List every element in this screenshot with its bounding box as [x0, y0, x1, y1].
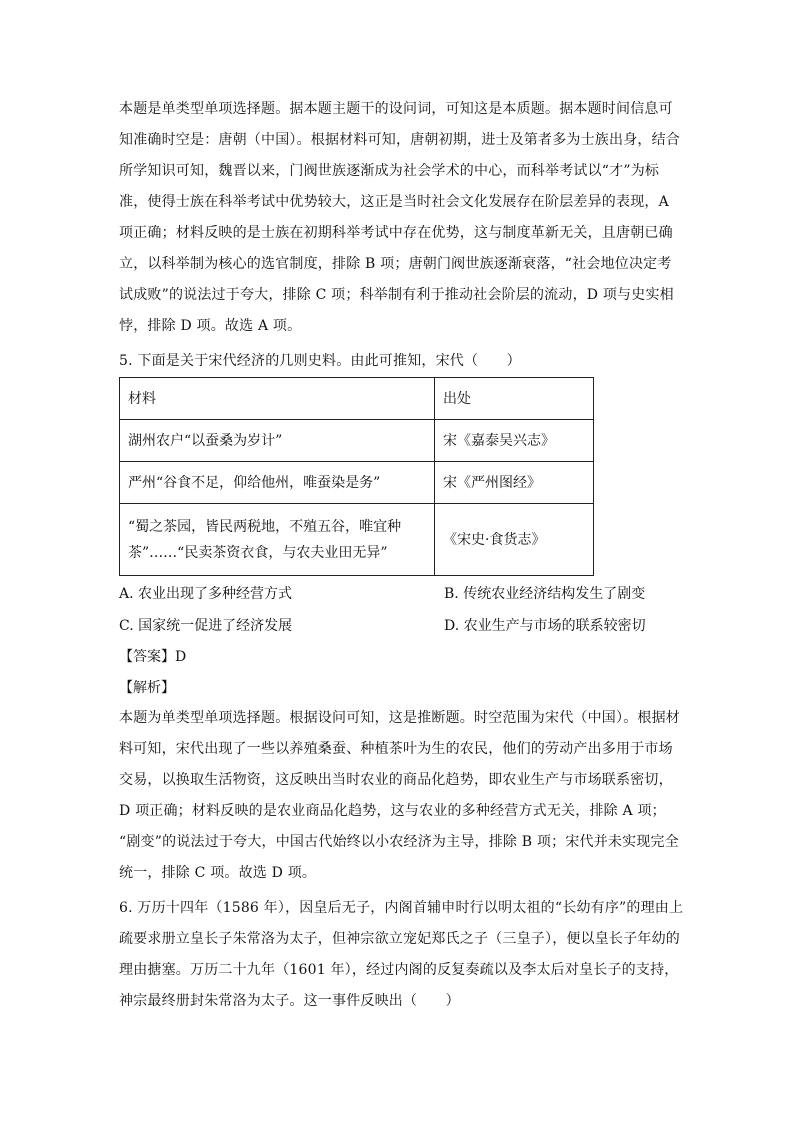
analysis-line: 立，以科举制为核心的选官制度，排除 B 项；唐朝门阀世族逐渐衰落，“社会地位决定考 [119, 256, 672, 272]
question-5 [119, 346, 679, 377]
analysis-line: 项正确；材料反映的是士族在初期科举考试中存在优势，这与制度革新无关，且唐朝已确 [119, 225, 673, 241]
analysis-line: 试成败”的说法过于夸大，排除 C 项；科举制有利于推动社会阶层的流动，D 项与史实相 [119, 287, 674, 303]
question-line: 神宗最终册封朱常洛为太子。这一事件反映出（ ） [119, 993, 460, 1009]
analysis-line: 悖，排除 D 项。故选 A 项。 [119, 318, 302, 334]
question-line: 理由搪塞。万历二十九年（1601 年），经过内阁的反复奏疏以及李太后对皇长子的支持， [119, 962, 679, 978]
table-cell-source: 宋《严州图经》 [435, 462, 594, 504]
analysis-line: 知准确时空是：唐朝（中国）。根据材料可知，唐朝初期，进士及第者多为士族出身，结合 [119, 132, 680, 148]
table-header: 出处 [435, 378, 594, 420]
option-a: A. 农业出现了多种经营方式 [119, 586, 293, 602]
analysis-label: 【解析】 [119, 680, 175, 696]
option-b: B. 传统农业经济结构发生了剧变 [444, 586, 646, 602]
analysis-line: 料可知，宋代出现了一些以养殖桑蚕、种植茶叶为生的农民，他们的劳动产出多用于市场 [119, 741, 673, 757]
question-stem: 5. 下面是关于宋代经济的几则史料。由此可推知，宋代（ ） [119, 353, 521, 369]
table-cell-material: 严州“谷食不足，仰给他州，唯蚕染是务” [120, 462, 435, 504]
table-row [120, 462, 594, 504]
analysis-line: 本题为单类型单项选择题。根据设问可知，这是推断题。时空范围为宋代（中国）。根据材 [119, 710, 680, 726]
analysis-line: 交易，以换取生活物资，这反映出当时农业的商品化趋势，即农业生产与市场联系密切， [119, 772, 673, 788]
analysis-q4 [119, 94, 679, 342]
analysis-line: 准，使得士族在科举考试中优势较大，这正是当时社会文化发展存在阶层差异的表现，A [119, 194, 669, 210]
table-row [120, 420, 594, 462]
option-c: C. 国家统一促进了经济发展 [119, 618, 293, 634]
analysis-line: 统一，排除 C 项。故选 D 项。 [119, 865, 317, 881]
analysis-line: 本题是单类型单项选择题。据本题主题干的设问词，可知这是本质题。据本题时间信息可 [119, 101, 673, 117]
table-cell-line: 茶”……“民卖茶资衣食，与农夫业田无异” [128, 544, 388, 561]
analysis-q5 [119, 703, 679, 889]
table-header-row [120, 378, 594, 420]
answer-label: 【答案】D [119, 649, 187, 665]
analysis-line: D 项正确；材料反映的是农业商品化趋势，这与农业的多种经营方式无关，排除 A 项； [119, 803, 666, 819]
table-cell-material [120, 504, 435, 576]
analysis-line: 所学知识可知，魏晋以来，门阀世族逐渐成为社会学术的中心，而科举考试以“才”为标 [119, 163, 660, 179]
analysis-line: “剧变”的说法过于夸大，中国古代始终以小农经济为主导，排除 B 项；宋代并未实现完全 [119, 834, 679, 850]
question-line: 6. 万历十四年（1586 年），因皇后无子，内阁首辅申时行以明太祖的“长幼有序”的理由上 [119, 900, 684, 916]
table-cell-material: 湖州农户“以蚕桑为岁计” [120, 420, 435, 462]
option-d: D. 农业生产与市场的联系较密切 [444, 618, 646, 634]
table-cell-source: 宋《嘉泰吴兴志》 [435, 420, 594, 462]
source-table [119, 377, 594, 576]
table-row [120, 504, 594, 576]
table-cell-line: “蜀之茶园，皆民两税地，不殖五谷，唯宜种 [128, 518, 402, 535]
question-line: 疏要求册立皇长子朱常洛为太子，但神宗欲立宠妃郑氏之子（三皇子），便以皇长子年幼的 [119, 931, 680, 947]
question-6 [119, 893, 684, 1017]
table-cell-source: 《宋史·食货志》 [435, 504, 594, 576]
table-header: 材料 [120, 378, 435, 420]
